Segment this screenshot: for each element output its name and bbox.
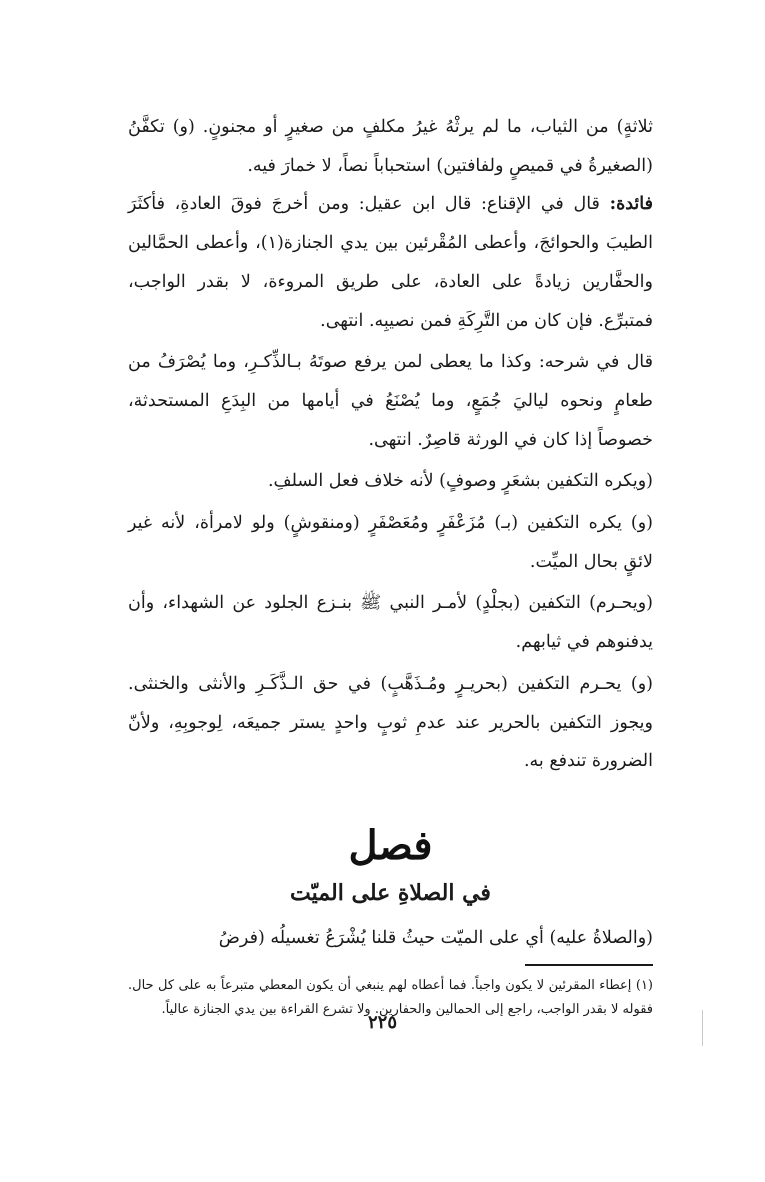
closing-line: (والصلاةُ عليه) أي على الميّت حيثُ قلنا يُشْرَعُ تغسيلُه (فرضُ <box>218 927 653 948</box>
paragraph-silk: (و) يحـرم التكفين (بحريـرٍ ومُـذَهَّبٍ) في حق الـذَّكَـرِ والأنثى والخنثى. ويجوز التكفين بالحرير عند عدمِ ثوبٍ واحدٍ يستر جميعَه، لِوجوبِهِ، ولأنّ الضرورة تندفع به. <box>128 673 653 772</box>
section-heading <box>128 821 653 913</box>
paragraph-commentary: قال في شرحه: وكذا ما يعطى لمن يرفع صوتَهُ بـالذِّكـرِ، وما يُصْرَفُ من طعامٍ ونحوه لياليَ جُمَعٍ، وما يُصْنَعُ في أيامها من البِدَعِ المستحدثة، خصوصاً إذا كان في الورثة قاصِرٌ. انتهى. <box>128 352 653 450</box>
main-text <box>128 108 653 781</box>
footnote: (١) إعطاء المقرئين لا يكون واجباً. فما أعطاه لهم ينبغي أن يكون المعطي متبرعاً به على كل حال. فقوله لا بقدر الواجب، راجع إلى الحمالين والحفارين. ولا تشرع القراءة بين يدي الجنازة عالياً. <box>128 977 653 1017</box>
paragraph-shrouding-count: ثلاثةٍ) من الثياب، ما لم يرثْهُ غيرُ مكلفٍ من صغيرٍ أو مجنونٍ. (و) تكفَّنُ (الصغيرةُ في قميصٍ ولفافتين) استحباباً نصاً، لا خمارَ فيه. <box>128 117 653 176</box>
paragraph-dyed: (و) يكره التكفين (بـ) مُزَعْفَرٍ ومُعَصْفَرٍ (ومنقوشٍ) ولو لامرأة، لأنه غير لائقٍ بحال الميِّت. <box>128 513 653 572</box>
paragraph-hair-wool: (ويكره التكفين بشعَرٍ وصوفٍ) لأنه خلاف فعل السلفِ. <box>267 471 653 492</box>
page-body <box>128 108 653 1022</box>
footnote-divider <box>525 964 653 966</box>
scan-margin-mark <box>702 1010 703 1046</box>
closing-block <box>128 919 653 958</box>
page-number: ٢٢٥ <box>367 1012 397 1033</box>
paragraph-notice <box>128 185 653 340</box>
notice-text: قال في الإقناع: قال ابن عقيل: ومن أخرجَ فوقَ العادةِ، فأكثَرَ الطيبَ والحوائجَ، وأعطى المُقْرئين بين يدي الجنازة(١)، وأعطى الحمَّالين والحفَّارين زيادةً على العادة، على طريق المروءة، لا بقدر الواجب، فمتبرِّع. فإن كان من التَّرِكَةِ فمن نصيبِه. انتهى. <box>128 194 653 331</box>
section-title: في الصلاةِ على الميّت <box>290 879 491 906</box>
paragraph-leather: (ويحـرم) التكفين (بجلْدٍ) لأمـر النبي ﷺ بنـزع الجلود عن الشهداء، وأن يدفنوهم في ثيابهم. <box>128 593 653 653</box>
section-label: فصل <box>348 821 433 869</box>
notice-label: فائدة: <box>609 194 653 215</box>
